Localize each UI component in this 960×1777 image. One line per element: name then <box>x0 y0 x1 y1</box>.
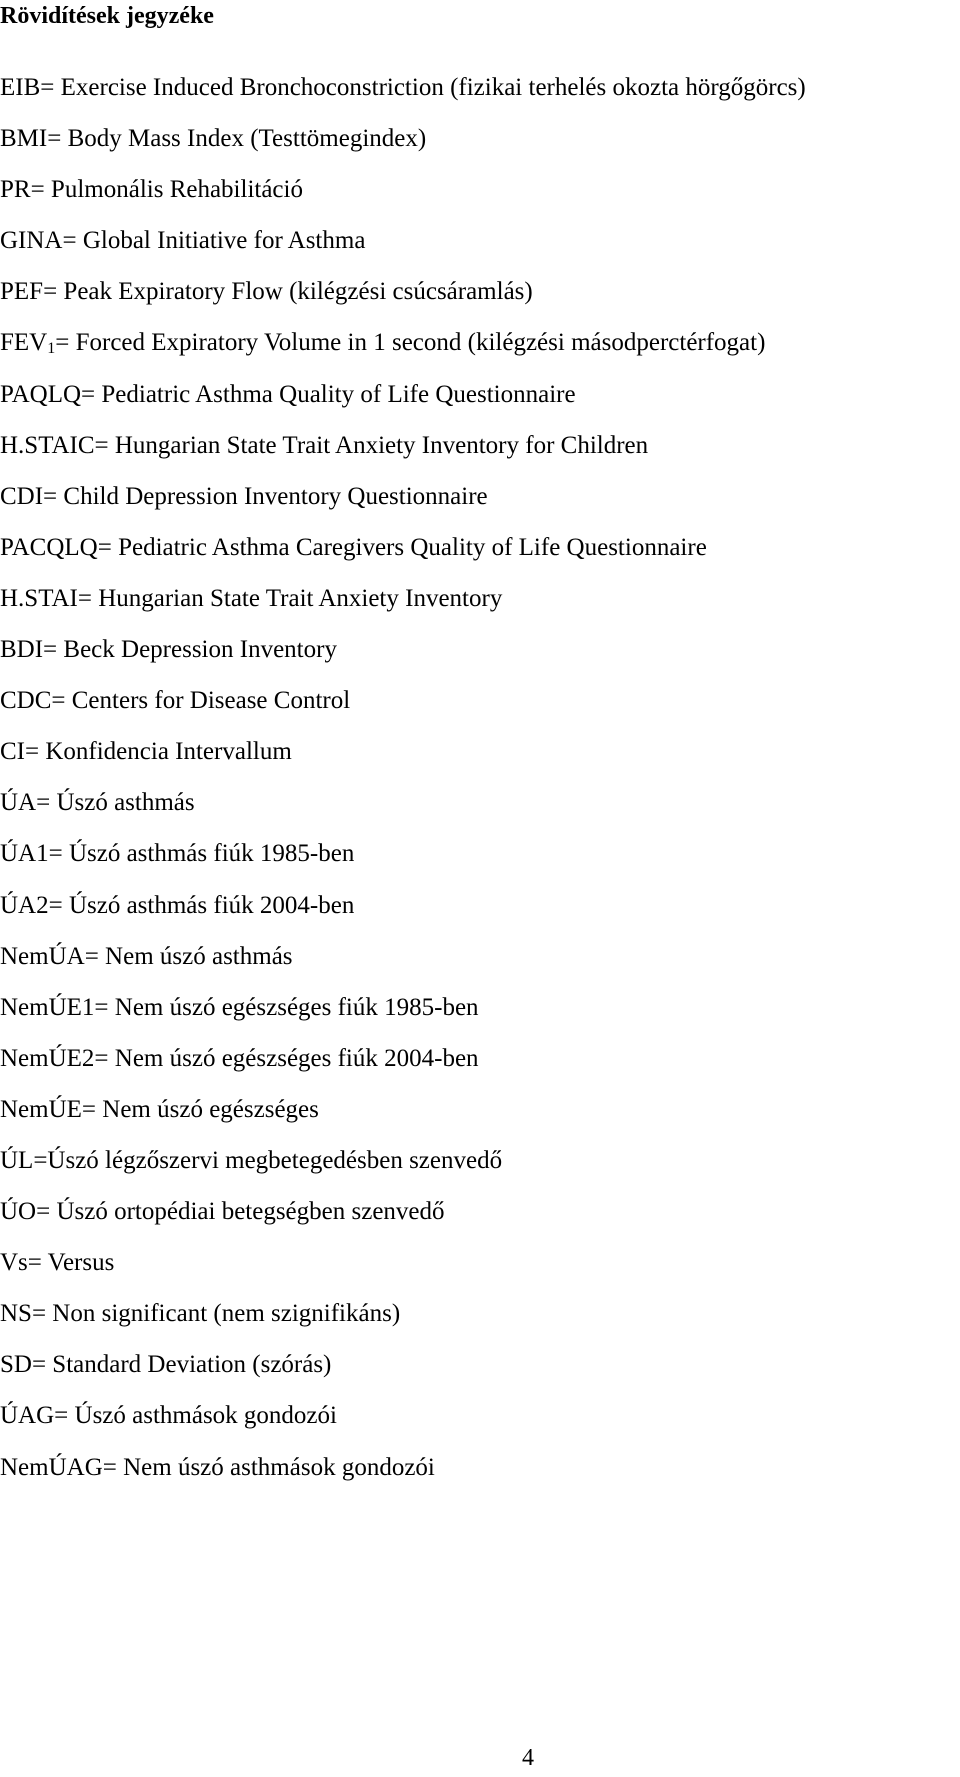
abbreviation-entry: NemÚE2= Nem úszó egészséges fiúk 2004-ben <box>0 1044 479 1072</box>
abbreviation-entry: SD= Standard Deviation (szórás) <box>0 1351 332 1379</box>
abbreviation-entry: CDI= Child Depression Inventory Questionnaire <box>0 482 488 510</box>
abbreviation-entry: PAQLQ= Pediatric Asthma Quality of Life Questionnaire <box>0 380 576 408</box>
abbreviation-entry: ÚA2= Úszó asthmás fiúk 2004-ben <box>0 891 355 919</box>
abbreviation-entry: H.STAI= Hungarian State Trait Anxiety Inventory <box>0 584 503 612</box>
abbreviation-entry: GINA= Global Initiative for Asthma <box>0 227 366 255</box>
abbreviation-entry <box>0 327 806 378</box>
page-number: 4 <box>522 1745 534 1771</box>
abbreviation-entry: Vs= Versus <box>0 1249 115 1277</box>
page-title: Rövidítések jegyzéke <box>0 3 214 29</box>
abbreviation-entry: PEF= Peak Expiratory Flow (kilégzési csúcsáramlás) <box>0 278 533 306</box>
abbreviation-entry: ÚA1= Úszó asthmás fiúk 1985-ben <box>0 840 355 868</box>
abbreviation-definition: = Forced Expiratory Volume in 1 second (kilégzési másodperctérfogat) <box>55 329 766 357</box>
abbreviation-list <box>0 72 806 1503</box>
abbreviation-entry: ÚAG= Úszó asthmások gondozói <box>0 1402 337 1430</box>
abbreviation-term: FEV <box>0 329 48 357</box>
abbreviation-entry: NemÚAG= Nem úszó asthmások gondozói <box>0 1453 435 1481</box>
abbreviation-entry: BDI= Beck Depression Inventory <box>0 636 337 664</box>
abbreviation-entry: CI= Konfidencia Intervallum <box>0 738 292 766</box>
abbreviation-entry: ÚL=Úszó légzőszervi megbetegedésben szenvedő <box>0 1146 503 1174</box>
abbreviation-entry: NS= Non significant (nem szignifikáns) <box>0 1300 401 1328</box>
abbreviation-entry: PR= Pulmonális Rehabilitáció <box>0 176 303 204</box>
abbreviation-entry: CDC= Centers for Disease Control <box>0 687 351 715</box>
abbreviation-entry: ÚO= Úszó ortopédiai betegségben szenvedő <box>0 1198 445 1226</box>
abbreviation-entry: NemÚA= Nem úszó asthmás <box>0 942 293 970</box>
abbreviation-entry: BMI= Body Mass Index (Testtömegindex) <box>0 125 427 153</box>
abbreviation-entry: EIB= Exercise Induced Bronchoconstriction (fizikai terhelés okozta hörgőgörcs) <box>0 74 806 101</box>
abbreviation-entry: ÚA= Úszó asthmás <box>0 789 195 817</box>
abbreviation-entry: NemÚE1= Nem úszó egészséges fiúk 1985-ben <box>0 993 479 1021</box>
abbreviation-entry: NemÚE= Nem úszó egészséges <box>0 1095 319 1123</box>
abbreviation-entry: H.STAIC= Hungarian State Trait Anxiety Inventory for Children <box>0 431 649 459</box>
abbreviation-entry: PACQLQ= Pediatric Asthma Caregivers Quality of Life Questionnaire <box>0 533 707 561</box>
abbreviation-subscript: 1 <box>47 340 56 358</box>
